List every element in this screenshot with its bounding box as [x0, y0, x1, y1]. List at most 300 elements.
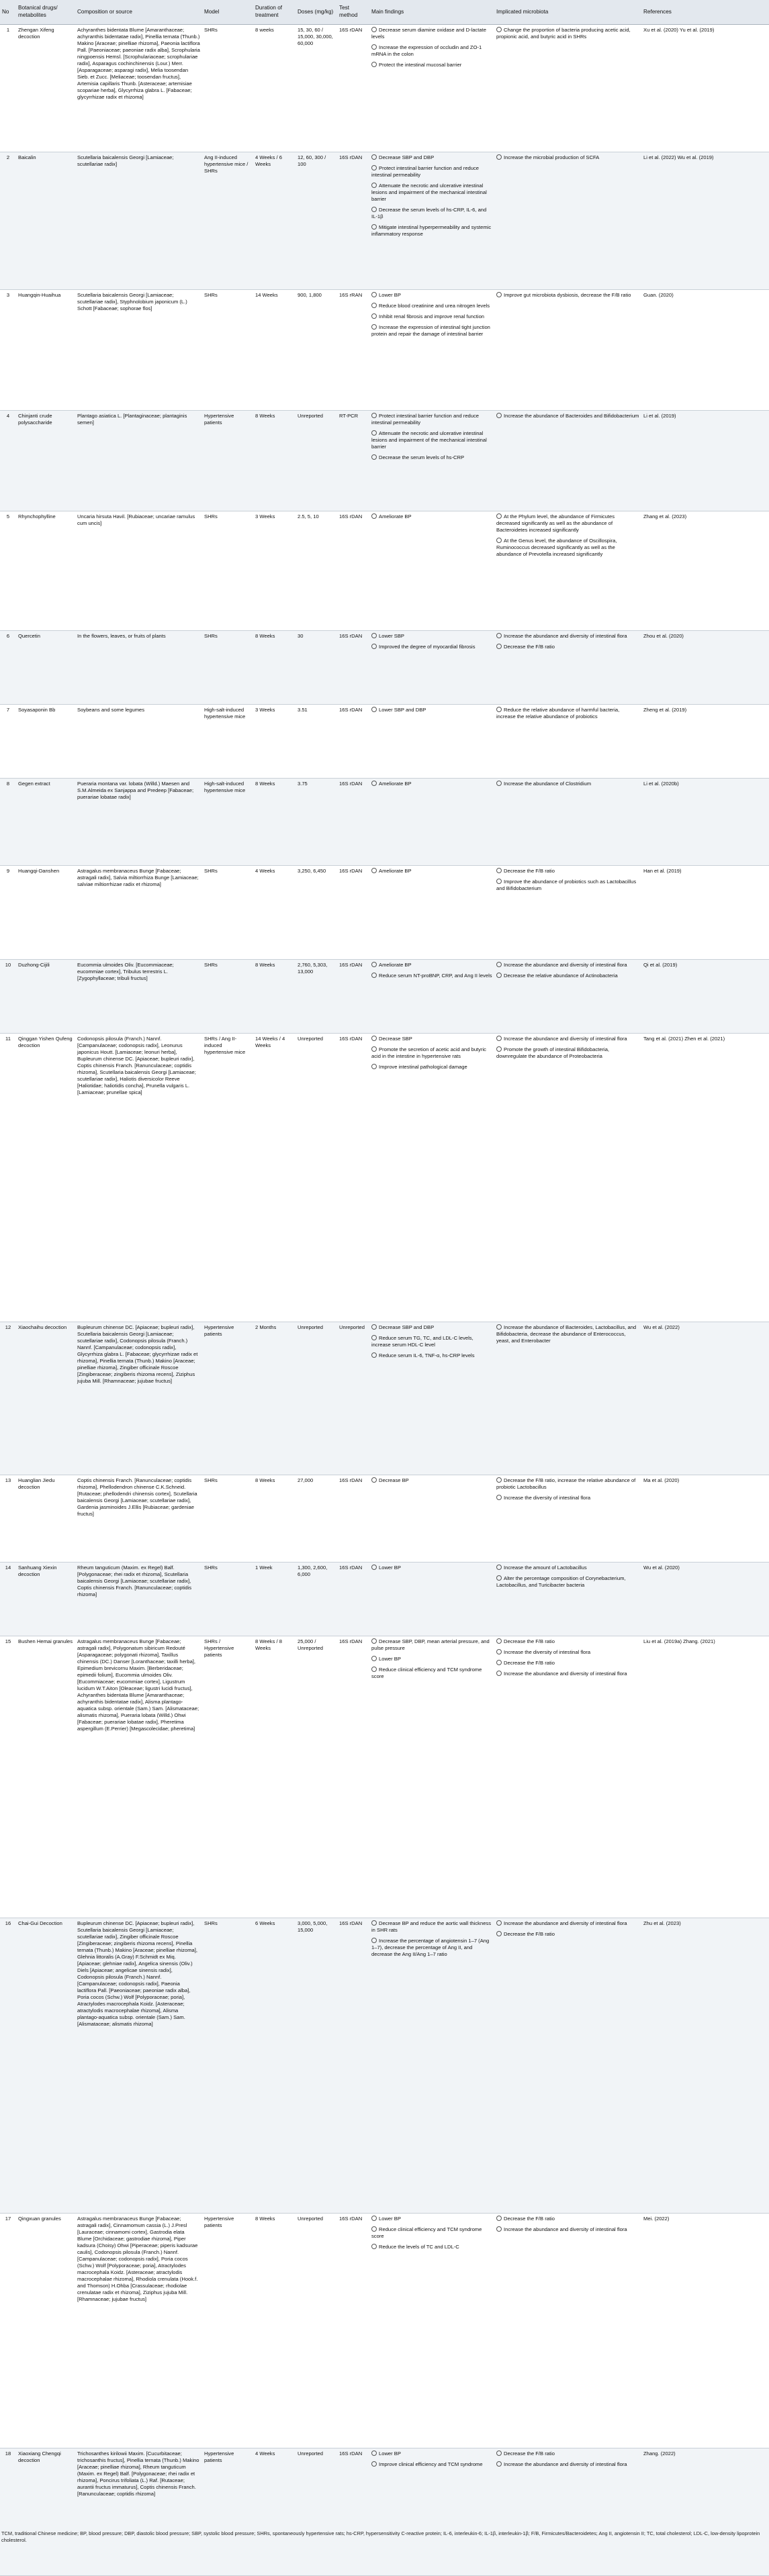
bullet-circle-icon	[496, 27, 502, 32]
cell-main-findings	[369, 779, 494, 866]
cell-composition: Bupleurum chinense DC. [Apiaceae; bupleuri radix], Scutellaria baicalensis Georgi [Lamiaceae; scutellariae radix], Zingiber officinale Roscoe [Zingiberaceae; zingiberis rhizoma recens], Pinellia ternata (Thunb.) Makino [Araceae; pinelliae rhizoma], Glehnia littoralis (A.Gray) F.Schmidt ex Miq. [Apiaceae; glehniae radix], Angelica sinensis (Oliv.) Diels [Apiaceae; angelicae sinensis radix], Codonopsis pilosula (Franch.) Nannf. [Campanulaceae; codonopsis radix], Paeonia lactiflora Pall. [Paeoniaceae; paeoniae radix alba], Poria cocos (Schw.) Wolf [Polyporaceae; poria], Atractylodes macrocephala Koidz. [Asteraceae; atractylodis macrocephalae rhizoma], Alisma plantago-aquatica subsp. orientale (Sam.) Sam. [Alismataceae; alismatis rhizoma]	[75, 1918, 202, 2214]
cell-drug: Chinjanti crude polysaccharide	[16, 411, 75, 511]
cell-drug: Rhynchophylline	[16, 511, 75, 631]
table-row	[0, 779, 769, 866]
cell-drug: Sanhuang Xiexin decoction	[16, 1563, 75, 1636]
cell-duration: 8 Weeks	[253, 411, 296, 511]
cell-microbiota	[494, 152, 641, 290]
cell-main-findings	[369, 2214, 494, 2448]
finding-item	[371, 1352, 492, 1359]
cell-model: SHRs / Hypertensive patients	[202, 1636, 253, 1918]
cell-drug: Xiaochaihu decoction	[16, 1322, 75, 1475]
table-row	[0, 290, 769, 411]
bullet-circle-icon	[496, 1565, 502, 1570]
finding-text: Decrease BP and reduce the aortic wall thickness in SHR rats	[371, 1920, 492, 1934]
bullet-circle-icon	[371, 292, 377, 297]
bullet-circle-icon	[371, 165, 377, 170]
finding-item	[371, 962, 492, 969]
finding-text: Decrease SBP and DBP	[379, 1324, 435, 1330]
bullet-circle-icon	[371, 1638, 377, 1644]
finding-text: Decrease the F/B ratio	[504, 1638, 555, 1644]
cell-test-method: 16S rDAN	[337, 511, 369, 631]
cell-composition: Astragalus membranaceus Bunge [Fabaceae; astragali radix], Cinnamomum cassia (L.) J.Presl [Lauraceae; cinnamomi cortex], Gastrodia elata Blume [Orchidaceae; gastrodiae rhizoma], Piper kadsura (Choisy) Ohwi [Piperaceae; piperis kadsurae caulis], Codonopsis pilosula (Franch.) Nannf. [Campanulaceae; codonopsis radix], Poria cocos (Schw.) Wolf [Polyporaceae; poria], Atractylodes macrocephala Koidz. [Asteraceae; atractylodis macrocephalae rhizoma], Rhodiola crenulata (Hook.f. and Thomson) H.Ohba [Crassulaceae; rhodiolae crenulatae radix et rhizoma], Ziziphus jujuba Mill. [Rhamnaceae; jujubae fructus]	[75, 2214, 202, 2448]
table-row	[0, 1918, 769, 2214]
finding-text: Increase the microbial production of SCFA	[504, 154, 600, 160]
cell-model: Ang II-induced hypertensive mice / SHRs	[202, 152, 253, 290]
finding-text: Increase the expression of intestinal tight junction protein and repair the damage of intestinal barrier	[371, 324, 490, 338]
bullet-circle-icon	[496, 1046, 502, 1052]
finding-text: Decrease SBP and DBP	[379, 154, 435, 160]
finding-item	[371, 2244, 492, 2250]
cell-test-method: 16S rDAN	[337, 1918, 369, 2214]
cell-no: 1	[0, 25, 16, 152]
cell-no: 9	[0, 866, 16, 960]
finding-text: Increase the abundance and diversity of intestinal flora	[504, 1036, 627, 1042]
finding-text: Protect the intestinal mucosal barrier	[379, 62, 462, 68]
finding-item	[371, 2461, 492, 2468]
finding-text: Reduce blood creatinine and urea nitrogen levels	[379, 303, 490, 309]
cell-duration: 8 Weeks	[253, 960, 296, 1034]
finding-item	[371, 324, 492, 338]
finding-text: Decrease the F/B ratio	[504, 1931, 555, 1938]
table-row	[0, 1322, 769, 1475]
finding-item	[371, 207, 492, 220]
cell-doses: 3.51	[296, 705, 337, 779]
finding-text: Lower BP	[379, 1565, 401, 1571]
cell-no: 12	[0, 1322, 16, 1475]
cell-model: SHRs	[202, 1563, 253, 1636]
finding-item	[496, 868, 639, 875]
bullet-circle-icon	[371, 2216, 377, 2221]
cell-microbiota	[494, 1636, 641, 1918]
bullet-circle-icon	[371, 1046, 377, 1052]
cell-references: Mei. (2022)	[641, 2214, 769, 2448]
finding-item	[371, 303, 492, 309]
cell-doses: 3,250, 6,450	[296, 866, 337, 960]
finding-item	[496, 973, 639, 979]
finding-text: Protect intestinal barrier function and reduce intestinal permeability	[371, 413, 480, 426]
bullet-circle-icon	[496, 2216, 502, 2221]
cell-no: 7	[0, 705, 16, 779]
cell-microbiota	[494, 1322, 641, 1475]
header-test-method: Test method	[337, 0, 369, 25]
bullet-circle-icon	[496, 1495, 502, 1500]
finding-text: Lower BP	[379, 2216, 401, 2222]
cell-doses: 2.5, 5, 10	[296, 511, 337, 631]
finding-text: Increase the percentage of angiotensin 1–7 (Ang 1–7), decrease the percentage of Ang II, and decrease the Ang II/Ang 1–7 ratio	[371, 1938, 490, 1958]
finding-text: Decrease serum diamine oxidase and D-lactate levels	[371, 27, 486, 40]
cell-composition: Trichosanthes kirilowii Maxim. [Cucurbitaceae; trichosanthis fructus], Pinellia ternata (Thunb.) Makino [Araceae; pinelliae rhizoma], Rheum tanguticum (Maxim. ex Regel) Balf. [Polygonaceae; rhei radix et rhizoma], Poncirus trifoliata (L.) Raf. [Rutaceae; aurantii fructus immaturus], Coptis chinensis Franch. [Ranunculaceae; coptidis rhizoma]	[75, 2448, 202, 2576]
bullet-circle-icon	[371, 2226, 377, 2232]
table-row	[0, 705, 769, 779]
bullet-circle-icon	[371, 154, 377, 160]
cell-references: Li et al. (2019)	[641, 411, 769, 511]
bullet-circle-icon	[496, 1671, 502, 1676]
bullet-circle-icon	[496, 644, 502, 649]
bullet-circle-icon	[496, 538, 502, 543]
finding-item	[496, 1046, 639, 1060]
cell-references: Wu et al. (2020)	[641, 1563, 769, 1636]
bullet-circle-icon	[371, 973, 377, 978]
finding-text: Reduce the relative abundance of harmful bacteria, increase the relative abundance of probiotics	[496, 707, 620, 720]
cell-no: 16	[0, 1918, 16, 2214]
cell-composition: Soybeans and some legumes	[75, 705, 202, 779]
bullet-circle-icon	[371, 1064, 377, 1069]
cell-composition: In the flowers, leaves, or fruits of plants	[75, 631, 202, 705]
cell-drug: Huangqin-Huaihua	[16, 290, 75, 411]
cell-drug: Baicalin	[16, 152, 75, 290]
header-no: No	[0, 0, 16, 25]
cell-references: Xu et al. (2020) Yu et al. (2019)	[641, 25, 769, 152]
cell-drug: Quercetin	[16, 631, 75, 705]
finding-item	[496, 292, 639, 299]
finding-item	[371, 1938, 492, 1958]
finding-text: Increase the abundance and diversity of intestinal flora	[504, 1671, 627, 1677]
cell-duration: 14 Weeks / 4 Weeks	[253, 1034, 296, 1322]
cell-duration: 8 Weeks	[253, 1475, 296, 1563]
bullet-circle-icon	[371, 430, 377, 436]
bullet-circle-icon	[371, 1036, 377, 1041]
cell-duration: 8 weeks	[253, 25, 296, 152]
cell-composition: Coptis chinensis Franch. [Ranunculaceae; coptidis rhizoma], Phellodendron chinense C.K.Schneid. [Rutaceae; phellodendri chinensis cortex], Scutellaria baicalensis Georgi [Lamiaceae; scutellariae radix], Gardenia jasminoides J.Ellis [Rubiaceae; gardeniae fructus]	[75, 1475, 202, 1563]
finding-text: Promote the growth of intestinal Bifidobacteria, downregulate the abundance of Proteobacteria	[496, 1046, 610, 1060]
bullet-circle-icon	[371, 324, 377, 330]
cell-test-method: 16S rDAN	[337, 960, 369, 1034]
cell-model: SHRs	[202, 960, 253, 1034]
finding-item	[371, 1064, 492, 1071]
cell-duration: 1 Week	[253, 1563, 296, 1636]
table-row	[0, 866, 769, 960]
cell-model: Hypertensive patients	[202, 1322, 253, 1475]
cell-test-method: 16S rDAN	[337, 2448, 369, 2576]
cell-references: Liu et al. (2019a) Zhang. (2021)	[641, 1636, 769, 1918]
finding-item	[371, 513, 492, 520]
cell-microbiota	[494, 1563, 641, 1636]
finding-text: Increase the abundance of Bacteroides, Lactobacillus, and Bifidobacteria, decrease the abundance of Enterococcus, yeast, and Enterobacter	[496, 1324, 637, 1344]
finding-text: Reduce serum IL-6, TNF-α, hs-CRP levels	[379, 1352, 475, 1359]
finding-item	[371, 1565, 492, 1571]
table-footnote: TCM, traditional Chinese medicine; BP, blood pressure; DBP, diastolic blood pressure; SBP, systolic blood pressure; SHRs, spontaneously hypertensive rats; hs-CRP, hypersensitivity C-reactive protein; IL-6, interleukin-6; IL-1β, interleukin-1β; F/B, Firmicutes/Bacteroidetes; Ang II, angiotensin II; TC, total cholesterol; LDL-C, low-density lipoprotein cholesterol.	[1, 2530, 760, 2543]
cell-model: High-salt-induced hypertensive mice	[202, 779, 253, 866]
header-doses: Doses (mg/kg)	[296, 0, 337, 25]
finding-item	[496, 1931, 639, 1938]
cell-microbiota	[494, 960, 641, 1034]
cell-no: 4	[0, 411, 16, 511]
bullet-circle-icon	[371, 183, 377, 188]
finding-item	[496, 513, 639, 534]
cell-drug: Soyasaponin Bb	[16, 705, 75, 779]
bullet-circle-icon	[371, 962, 377, 967]
finding-text: Decrease the serum levels of hs-CRP, IL-6, and IL-1β	[371, 207, 487, 220]
finding-item	[371, 1324, 492, 1331]
bullet-circle-icon	[371, 644, 377, 649]
bullet-circle-icon	[371, 2461, 377, 2467]
finding-item	[496, 879, 639, 892]
cell-main-findings	[369, 152, 494, 290]
bullet-circle-icon	[371, 1667, 377, 1672]
finding-item	[496, 154, 639, 161]
bullet-circle-icon	[371, 62, 377, 67]
cell-no: 18	[0, 2448, 16, 2576]
finding-item	[496, 633, 639, 640]
table-row	[0, 152, 769, 290]
bullet-circle-icon	[371, 1477, 377, 1483]
finding-item	[371, 644, 492, 650]
finding-item	[371, 313, 492, 320]
cell-duration: 4 Weeks / 6 Weeks	[253, 152, 296, 290]
finding-text: Reduce serum NT-proBNP, CRP, and Ang II levels	[379, 973, 492, 979]
cell-duration: 2 Months	[253, 1322, 296, 1475]
finding-text: Decrease the F/B ratio	[504, 2216, 555, 2222]
cell-microbiota	[494, 631, 641, 705]
bullet-circle-icon	[371, 633, 377, 638]
cell-main-findings	[369, 1322, 494, 1475]
finding-text: Improve gut microbiota dysbiosis, decrease the F/B ratio	[504, 292, 631, 298]
finding-item	[371, 1656, 492, 1663]
header-microbiota: Implicated microbiota	[494, 0, 641, 25]
finding-text: Ameliorate BP	[379, 868, 412, 874]
finding-item	[496, 1671, 639, 1677]
finding-text: Lower BP	[379, 1656, 401, 1663]
finding-item	[496, 707, 639, 720]
cell-main-findings	[369, 290, 494, 411]
cell-no: 2	[0, 152, 16, 290]
cell-duration: 4 Weeks	[253, 866, 296, 960]
finding-item	[371, 1920, 492, 1934]
finding-text: Lower BP	[379, 2450, 401, 2457]
finding-text: Reduce clinical efficiency and TCM syndrome score	[371, 2226, 482, 2240]
cell-composition: Bupleurum chinense DC. [Apiaceae; bupleuri radix], Scutellaria baicalensis Georgi [Lamiaceae; scutellariae radix], Codonopsis pilosula (Franch.) Nannf. [Campanulaceae; codonopsis radix], Glycyrrhiza glabra L. [Fabaceae; glycyrrhizae radix et rhizoma], Pinellia ternata (Thunb.) Makino [Araceae; pinelliae rhizoma], Zingiber officinale Roscoe [Zingiberaceae; zingiberis rhizoma recens], Ziziphus jujuba Mill. [Rhamnaceae; jujubae fructus]	[75, 1322, 202, 1475]
cell-no: 3	[0, 290, 16, 411]
cell-composition: Scutellaria baicalensis Georgi [Lamiaceae; scutellariae radix], Styphnolobium japonicum (L.) Schott [Fabaceae; sophorae flos]	[75, 290, 202, 411]
cell-references: Guan. (2020)	[641, 290, 769, 411]
finding-item	[371, 781, 492, 787]
finding-text: Lower SBP and DBP	[379, 707, 426, 713]
bullet-circle-icon	[371, 207, 377, 212]
finding-item	[371, 1477, 492, 1484]
bullet-circle-icon	[496, 962, 502, 967]
cell-composition: Codonopsis pilosula (Franch.) Nannf. [Campanulaceae; codonopsis radix], Leonurus japonicus Houtt. [Lamiaceae; leonuri herba], Bupleurum chinense DC. [Apiaceae; bupleuri radix], Coptis chinensis Franch. [Ranunculaceae; coptidis rhizoma], Scutellaria baicalensis Georgi [Lamiaceae; scutellariae radix], Haliotis diversicolor Reeve [Haliotidae; haliotidis concha], Prunella vulgaris L. [Lamiaceae; prunellae spica]	[75, 1034, 202, 1322]
finding-text: Ameliorate BP	[379, 962, 412, 968]
cell-microbiota	[494, 290, 641, 411]
cell-main-findings	[369, 960, 494, 1034]
finding-item	[371, 1335, 492, 1348]
bullet-circle-icon	[371, 1324, 377, 1330]
header-main-findings: Main findings	[369, 0, 494, 25]
cell-composition: Scutellaria baicalensis Georgi [Lamiaceae; scutellariae radix]	[75, 152, 202, 290]
table-row	[0, 631, 769, 705]
cell-no: 14	[0, 1563, 16, 1636]
cell-doses: 27,000	[296, 1475, 337, 1563]
cell-composition: Pueraria montana var. lobata (Willd.) Maesen and S.M.Almeida ex Sanjappa and Predeep [Fabaceae; puerariae lobatae radix]	[75, 779, 202, 866]
cell-no: 10	[0, 960, 16, 1034]
cell-references: Wu et al. (2022)	[641, 1322, 769, 1475]
bullet-circle-icon	[496, 513, 502, 519]
bullet-circle-icon	[496, 154, 502, 160]
cell-main-findings	[369, 25, 494, 152]
finding-text: Improve clinical efficiency and TCM syndrome	[379, 2461, 483, 2468]
cell-drug: Bushen Hemai granules	[16, 1636, 75, 1918]
bullet-circle-icon	[371, 224, 377, 230]
cell-duration: 8 Weeks	[253, 2214, 296, 2448]
finding-text: Decrease the F/B ratio	[504, 2450, 555, 2457]
finding-text: Alter the percentage composition of Corynebacterium, Lactobacillus, and Turicibacter bacteria	[496, 1575, 626, 1589]
cell-doses: 3,000, 5,000, 15,000	[296, 1918, 337, 2214]
finding-item	[496, 538, 639, 558]
cell-main-findings	[369, 1563, 494, 1636]
bullet-circle-icon	[496, 292, 502, 297]
bullet-circle-icon	[371, 868, 377, 873]
cell-no: 8	[0, 779, 16, 866]
cell-microbiota	[494, 2214, 641, 2448]
cell-test-method: 16S rDAN	[337, 779, 369, 866]
finding-item	[371, 1046, 492, 1060]
bullet-circle-icon	[496, 868, 502, 873]
bullet-circle-icon	[496, 707, 502, 712]
cell-model: Hypertensive patients	[202, 2214, 253, 2448]
cell-no: 11	[0, 1034, 16, 1322]
table-body	[0, 25, 769, 2576]
cell-main-findings	[369, 2448, 494, 2576]
finding-text: Decrease the F/B ratio	[504, 644, 555, 650]
finding-item	[371, 2450, 492, 2457]
cell-test-method: RT-PCR	[337, 411, 369, 511]
finding-item	[496, 1036, 639, 1042]
finding-text: Improved the degree of myocardial fibrosis	[379, 644, 476, 650]
finding-text: Increase the expression of occludin and ZO-1 mRNA in the colon	[371, 44, 482, 58]
cell-main-findings	[369, 705, 494, 779]
cell-drug: Xiaoxiang Chengqi decoction	[16, 2448, 75, 2576]
cell-test-method: 16S rDAN	[337, 1563, 369, 1636]
cell-microbiota	[494, 411, 641, 511]
cell-drug: Qinggan Yishen Qufeng decoction	[16, 1034, 75, 1322]
finding-item	[371, 413, 492, 426]
cell-duration: 3 Weeks	[253, 511, 296, 631]
cell-drug: Zhengan Xifeng decoction	[16, 25, 75, 152]
cell-main-findings	[369, 1636, 494, 1918]
finding-item	[496, 2450, 639, 2457]
finding-text: Promote the secretion of acetic acid and butyric acid in the intestine in hypertensive rats	[371, 1046, 486, 1060]
finding-item	[496, 1649, 639, 1656]
cell-test-method: 16S rDAN	[337, 1034, 369, 1322]
cell-test-method: 16S rDAN	[337, 705, 369, 779]
cell-drug: Chai-Gui Decoction	[16, 1918, 75, 2214]
cell-model: SHRs	[202, 866, 253, 960]
finding-text: Increase the abundance of Bacteroides and Bifidobacterium	[504, 413, 639, 419]
header-references: References	[641, 0, 769, 25]
bullet-circle-icon	[371, 2244, 377, 2249]
finding-item	[496, 781, 639, 787]
cell-main-findings	[369, 1034, 494, 1322]
finding-item	[496, 1638, 639, 1645]
finding-text: Mitigate intestinal hyperpermeability and systemic inflammatory response	[371, 224, 492, 238]
cell-doses: 1,300, 2,600, 6,000	[296, 1563, 337, 1636]
finding-text: Increase the abundance and diversity of intestinal flora	[504, 1920, 627, 1926]
cell-duration: 8 Weeks / 8 Weeks	[253, 1636, 296, 1918]
finding-text: Increase the abundance of Clostridium	[504, 781, 592, 787]
finding-text: Increase the diversity of intestinal flora	[504, 1649, 591, 1656]
header-composition: Composition or source	[75, 0, 202, 25]
finding-text: At the Genus level, the abundance of Oscillospira, Ruminococcus decreased significantly as well as the abundance of Prevotella increased significantly	[496, 538, 617, 558]
finding-text: Decrease SBP, DBP, mean arterial pressure, and pulse pressure	[371, 1638, 490, 1652]
bullet-circle-icon	[371, 707, 377, 712]
finding-text: Ameliorate BP	[379, 513, 412, 519]
cell-no: 6	[0, 631, 16, 705]
cell-references: Zhu et al. (2023)	[641, 1918, 769, 2214]
cell-no: 15	[0, 1636, 16, 1918]
finding-text: Increase the abundance and diversity of intestinal flora	[504, 962, 627, 968]
finding-text: Improve the abundance of probiotics such as Lactobacillus and Bifidobacterium	[496, 879, 637, 892]
cell-model: SHRs	[202, 1918, 253, 2214]
cell-doses: 900, 1,800	[296, 290, 337, 411]
cell-test-method: 16S rDAN	[337, 631, 369, 705]
finding-item	[496, 644, 639, 650]
cell-test-method: 16S rDAN	[337, 1475, 369, 1563]
table-row	[0, 2214, 769, 2448]
cell-microbiota	[494, 25, 641, 152]
cell-model: SHRs	[202, 1475, 253, 1563]
bullet-circle-icon	[496, 781, 502, 786]
finding-item	[496, 2226, 639, 2233]
header-model: Model	[202, 0, 253, 25]
finding-item	[371, 2216, 492, 2222]
finding-item	[371, 224, 492, 238]
bullet-circle-icon	[496, 1477, 502, 1483]
finding-item	[371, 430, 492, 450]
finding-item	[496, 1920, 639, 1927]
cell-main-findings	[369, 1918, 494, 2214]
cell-microbiota	[494, 705, 641, 779]
cell-model: SHRs	[202, 631, 253, 705]
cell-duration: 8 Weeks	[253, 779, 296, 866]
bullet-circle-icon	[496, 413, 502, 418]
cell-drug: Qingxuan granules	[16, 2214, 75, 2448]
cell-main-findings	[369, 511, 494, 631]
cell-microbiota	[494, 2448, 641, 2576]
bullet-circle-icon	[496, 973, 502, 978]
cell-references: Zhou et al. (2020)	[641, 631, 769, 705]
finding-item	[371, 183, 492, 203]
cell-model: SHRs	[202, 290, 253, 411]
cell-references: Qi et al. (2019)	[641, 960, 769, 1034]
finding-item	[496, 1477, 639, 1491]
cell-microbiota	[494, 779, 641, 866]
table-row	[0, 1034, 769, 1322]
table-row	[0, 960, 769, 1034]
finding-text: Increase the diversity of intestinal flora	[504, 1495, 591, 1501]
cell-test-method: 16S rDAN	[337, 2214, 369, 2448]
bullet-circle-icon	[371, 303, 377, 308]
finding-item	[496, 1495, 639, 1501]
finding-text: Increase the abundance and diversity of intestinal flora	[504, 2461, 627, 2468]
cell-duration: 4 Weeks	[253, 2448, 296, 2576]
bullet-circle-icon	[496, 879, 502, 884]
finding-text: Attenuate the necrotic and ulcerative intestinal lesions and impairment of the mechanical intestinal barrier	[371, 183, 487, 203]
finding-item	[496, 413, 639, 419]
cell-duration: 8 Weeks	[253, 631, 296, 705]
cell-no: 13	[0, 1475, 16, 1563]
cell-doses: 3.75	[296, 779, 337, 866]
finding-text: Inhibit renal fibrosis and improve renal function	[379, 313, 485, 320]
finding-item	[496, 2461, 639, 2468]
cell-drug: Duzhong-Cijili	[16, 960, 75, 1034]
finding-item	[496, 962, 639, 969]
finding-text: Decrease the F/B ratio	[504, 868, 555, 874]
cell-main-findings	[369, 866, 494, 960]
bullet-circle-icon	[496, 633, 502, 638]
table-row	[0, 2448, 769, 2576]
finding-text: Reduce clinical efficiency and TCM syndrome score	[371, 1667, 482, 1680]
